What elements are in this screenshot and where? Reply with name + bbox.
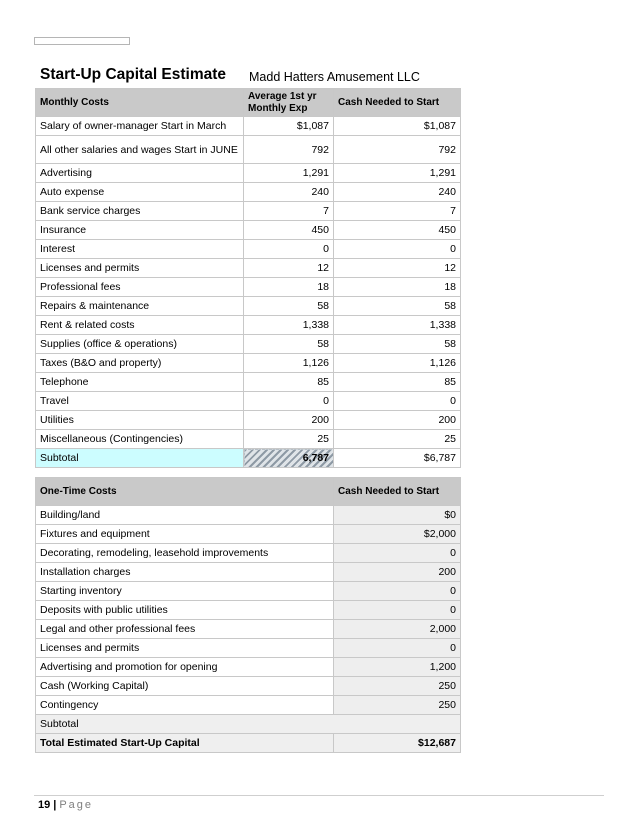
table-row xyxy=(36,620,461,639)
average-monthly-header: Average 1st yr Monthly Exp xyxy=(244,89,334,117)
cost-label: Fixtures and equipment xyxy=(36,525,334,544)
cost-label: Advertising xyxy=(36,164,244,183)
monthly-header-row xyxy=(36,89,461,117)
cash-needed-value: 25 xyxy=(334,430,461,449)
page-footer xyxy=(38,799,93,811)
cost-label: Advertising and promotion for opening xyxy=(36,658,334,677)
onetime-header-row xyxy=(36,478,461,506)
table-row xyxy=(36,392,461,411)
cash-needed-value: 250 xyxy=(334,677,461,696)
cost-label: Telephone xyxy=(36,373,244,392)
cash-needed-value: 7 xyxy=(334,202,461,221)
cost-label: Salary of owner-manager Start in March xyxy=(36,117,244,136)
cost-label: Professional fees xyxy=(36,278,244,297)
cash-needed-value: 1,338 xyxy=(334,316,461,335)
cash-needed-header: Cash Needed to Start xyxy=(334,89,461,117)
cost-label: Interest xyxy=(36,240,244,259)
monthly-costs-header: Monthly Costs xyxy=(36,89,244,117)
cash-needed-value: 0 xyxy=(334,601,461,620)
table-row xyxy=(36,373,461,392)
table-row xyxy=(36,259,461,278)
subtotal-average-value: 6,787 xyxy=(244,449,334,468)
table-row xyxy=(36,639,461,658)
average-monthly-value: 200 xyxy=(244,411,334,430)
cost-label: Travel xyxy=(36,392,244,411)
cash-needed-value: 1,291 xyxy=(334,164,461,183)
total-row xyxy=(36,734,461,753)
cash-needed-value: 58 xyxy=(334,297,461,316)
table-row xyxy=(36,183,461,202)
cost-label: Insurance xyxy=(36,221,244,240)
table-row xyxy=(36,240,461,259)
table-row xyxy=(36,563,461,582)
table-row xyxy=(36,164,461,183)
cost-label: Utilities xyxy=(36,411,244,430)
subtotal-label: Subtotal xyxy=(36,449,244,468)
cash-needed-value: 0 xyxy=(334,544,461,563)
average-monthly-value: 450 xyxy=(244,221,334,240)
cost-label: Licenses and permits xyxy=(36,259,244,278)
average-monthly-value: 7 xyxy=(244,202,334,221)
table-row xyxy=(36,221,461,240)
table-row xyxy=(36,658,461,677)
average-monthly-value: $1,087 xyxy=(244,117,334,136)
cash-needed-value: 0 xyxy=(334,240,461,259)
cash-needed-value: 2,000 xyxy=(334,620,461,639)
cash-needed-value: 58 xyxy=(334,335,461,354)
table-row xyxy=(36,544,461,563)
table-row xyxy=(36,696,461,715)
cash-needed-value: 792 xyxy=(334,136,461,164)
page-word: Page xyxy=(59,799,94,811)
cost-label: Legal and other professional fees xyxy=(36,620,334,639)
monthly-subtotal-row xyxy=(36,449,461,468)
average-monthly-value: 18 xyxy=(244,278,334,297)
cost-label: Supplies (office & operations) xyxy=(36,335,244,354)
average-monthly-value: 0 xyxy=(244,392,334,411)
subtotal-cash-value: $6,787 xyxy=(334,449,461,468)
one-time-costs-header: One-Time Costs xyxy=(36,478,334,506)
cash-needed-value: 450 xyxy=(334,221,461,240)
cash-needed-value: 200 xyxy=(334,563,461,582)
cost-label: All other salaries and wages Start in JUNE xyxy=(36,136,244,164)
table-row xyxy=(36,506,461,525)
cost-label: Bank service charges xyxy=(36,202,244,221)
page-title: Start-Up Capital Estimate xyxy=(40,66,227,83)
onetime-subtotal-row xyxy=(36,715,461,734)
subtotal-label: Subtotal xyxy=(36,715,461,734)
average-monthly-value: 25 xyxy=(244,430,334,449)
cash-needed-value: 0 xyxy=(334,639,461,658)
average-monthly-value: 792 xyxy=(244,136,334,164)
cost-label: Repairs & maintenance xyxy=(36,297,244,316)
average-monthly-value: 1,126 xyxy=(244,354,334,373)
table-row xyxy=(36,411,461,430)
monthly-costs-table xyxy=(35,88,461,468)
table-row xyxy=(36,601,461,620)
table-row xyxy=(36,202,461,221)
average-monthly-value: 1,291 xyxy=(244,164,334,183)
company-name: Madd Hatters Amusement LLC xyxy=(249,70,420,84)
cost-label: Building/land xyxy=(36,506,334,525)
table-row xyxy=(36,136,461,164)
cash-needed-value: $1,087 xyxy=(334,117,461,136)
table-row xyxy=(36,278,461,297)
table-row xyxy=(36,354,461,373)
cost-label: Taxes (B&O and property) xyxy=(36,354,244,373)
cash-needed-value: 240 xyxy=(334,183,461,202)
cash-needed-value: 200 xyxy=(334,411,461,430)
table-row xyxy=(36,430,461,449)
cash-needed-value: 18 xyxy=(334,278,461,297)
cash-needed-header: Cash Needed to Start xyxy=(334,478,461,506)
table-row xyxy=(36,316,461,335)
average-monthly-value: 58 xyxy=(244,335,334,354)
average-monthly-value: 12 xyxy=(244,259,334,278)
cash-needed-value: 1,126 xyxy=(334,354,461,373)
table-row xyxy=(36,582,461,601)
average-monthly-value: 0 xyxy=(244,240,334,259)
cost-label: Contingency xyxy=(36,696,334,715)
total-value: $12,687 xyxy=(334,734,461,753)
cash-needed-value: $0 xyxy=(334,506,461,525)
one-time-costs-table xyxy=(35,477,461,753)
average-monthly-value: 85 xyxy=(244,373,334,392)
cost-label: Decorating, remodeling, leasehold improvements xyxy=(36,544,334,563)
cash-needed-value: 250 xyxy=(334,696,461,715)
cash-needed-value: 0 xyxy=(334,582,461,601)
total-label: Total Estimated Start-Up Capital xyxy=(36,734,334,753)
cash-needed-value: 1,200 xyxy=(334,658,461,677)
cost-label: Cash (Working Capital) xyxy=(36,677,334,696)
table-row xyxy=(36,117,461,136)
cash-needed-value: $2,000 xyxy=(334,525,461,544)
cost-label: Installation charges xyxy=(36,563,334,582)
table-row xyxy=(36,335,461,354)
footer-divider xyxy=(34,795,604,796)
table-row xyxy=(36,677,461,696)
cost-label: Miscellaneous (Contingencies) xyxy=(36,430,244,449)
cash-needed-value: 0 xyxy=(334,392,461,411)
cost-label: Rent & related costs xyxy=(36,316,244,335)
average-monthly-value: 1,338 xyxy=(244,316,334,335)
average-monthly-value: 58 xyxy=(244,297,334,316)
page-number: 19 xyxy=(38,799,51,811)
cost-label: Auto expense xyxy=(36,183,244,202)
table-row xyxy=(36,297,461,316)
cost-label: Starting inventory xyxy=(36,582,334,601)
header-box xyxy=(34,37,130,45)
cost-label: Deposits with public utilities xyxy=(36,601,334,620)
cash-needed-value: 85 xyxy=(334,373,461,392)
cash-needed-value: 12 xyxy=(334,259,461,278)
cost-label: Licenses and permits xyxy=(36,639,334,658)
average-monthly-value: 240 xyxy=(244,183,334,202)
table-row xyxy=(36,525,461,544)
footer-separator: | xyxy=(53,799,57,811)
